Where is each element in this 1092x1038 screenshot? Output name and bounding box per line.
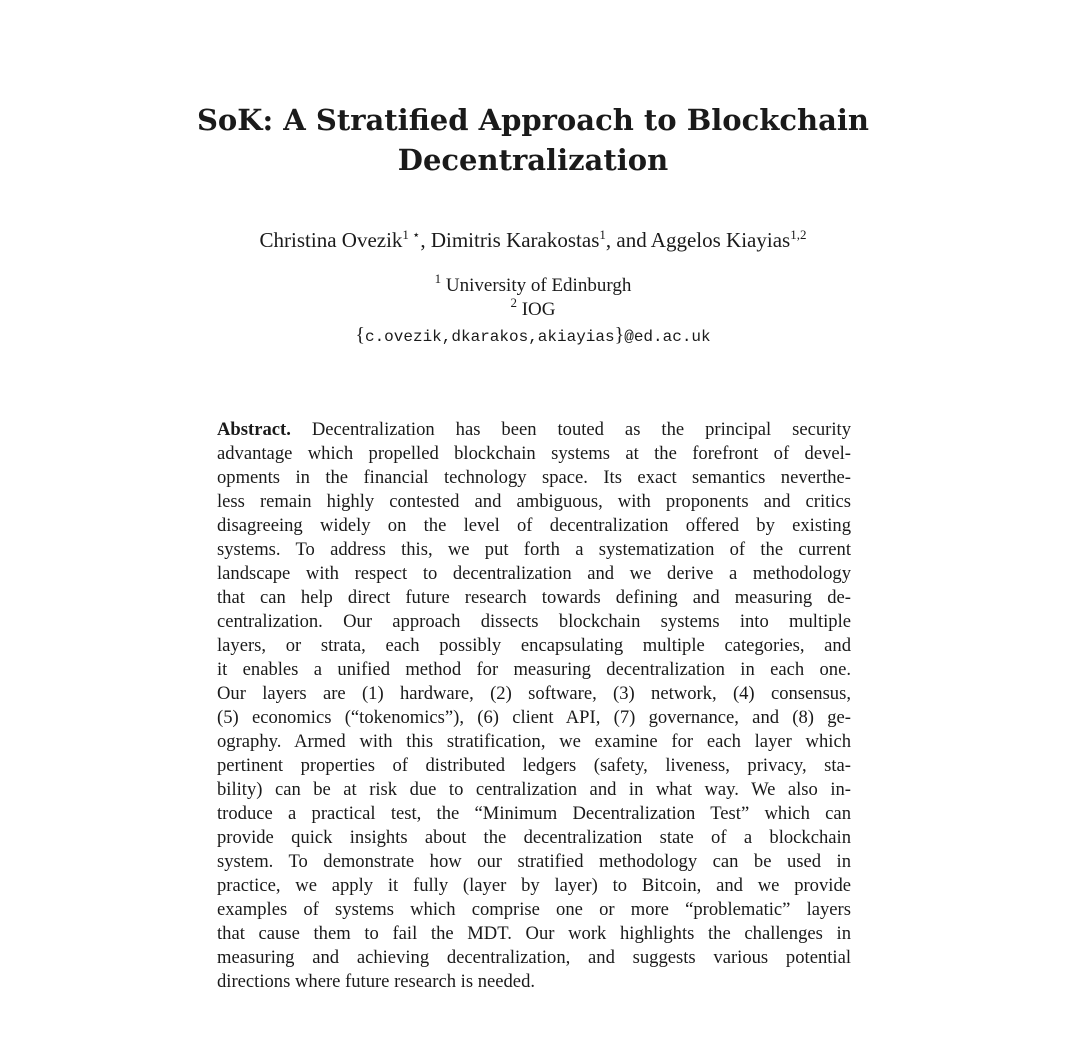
author-name: Christina Ovezik (259, 228, 403, 252)
author-footnote-mark: ⋆ (412, 227, 421, 242)
abstract-line-text: pertinent properties of distributed ledgers (safety, liveness, privacy, sta- (217, 755, 851, 776)
abstract-line-text: layers, or strata, each possibly encapsulating multiple categories, and (217, 635, 851, 656)
author-separator: , (420, 228, 431, 252)
abstract-line (217, 442, 851, 466)
abstract-line (217, 754, 851, 778)
email-users: c.ovezik,dkarakos,akiayias (364, 328, 615, 346)
abstract-label: Abstract. (217, 419, 291, 440)
abstract-line-text: system. To demonstrate how our stratified methodology can be used in (217, 851, 851, 872)
abstract-line-text: provide quick insights about the decentralization state of a blockchain (217, 827, 851, 848)
affiliation (150, 295, 916, 321)
abstract-line (217, 658, 851, 682)
affiliation-name: IOG (521, 299, 556, 320)
abstract-line-text: centralization. Our approach dissects blockchain systems into multiple (217, 611, 851, 632)
author-affiliation-mark: 1,2 (790, 227, 807, 242)
author-emails (150, 324, 916, 348)
abstract-line-text: systems. To address this, we put forth a systematization of the current (217, 539, 851, 560)
abstract-line-text: practice, we apply it fully (layer by layer) to Bitcoin, and we provide (217, 875, 851, 896)
abstract-line-text: it enables a unified method for measuring decentralization in each one. (217, 659, 851, 680)
email-domain: @ed.ac.uk (624, 328, 711, 346)
title-line-2: Decentralization (397, 143, 669, 177)
abstract-line (217, 562, 851, 586)
abstract-line (217, 634, 851, 658)
abstract-line (217, 802, 851, 826)
abstract-line-text: directions where future research is needed. (217, 971, 536, 992)
abstract-line-text: measuring and achieving decentralization, and suggests various potential (217, 947, 851, 968)
author-list (150, 227, 916, 253)
abstract-line-text: opments in the financial technology space. Its exact semantics neverthe- (217, 467, 851, 488)
affiliation-mark: 2 (510, 295, 517, 310)
affiliation-name: University of Edinburgh (445, 275, 632, 296)
abstract-line (217, 850, 851, 874)
abstract-line (217, 898, 851, 922)
abstract-line-text: (5) economics (“tokenomics”), (6) client API, (7) governance, and (8) ge- (217, 707, 851, 728)
abstract-line-text: advantage which propelled blockchain systems at the forefront of devel- (217, 443, 851, 464)
abstract-line (217, 778, 851, 802)
abstract-line (217, 946, 851, 970)
abstract-line (217, 730, 851, 754)
email-close-brace: } (614, 324, 625, 346)
abstract-line (217, 490, 851, 514)
author-name: Dimitris Karakostas (430, 228, 600, 252)
abstract-line (217, 538, 851, 562)
abstract-line (217, 466, 851, 490)
abstract-line (217, 682, 851, 706)
author-affiliation-mark: 1 (402, 227, 409, 242)
abstract-line-text: landscape with respect to decentralization and we derive a methodology (217, 563, 851, 584)
abstract-line (217, 970, 851, 994)
affiliation (150, 271, 916, 297)
abstract-line-text: that can help direct future research towards defining and measuring de- (217, 587, 851, 608)
abstract-line (217, 586, 851, 610)
abstract-line-text: examples of systems which comprise one or more “problematic” layers (217, 899, 851, 920)
abstract-line-text: that cause them to fail the MDT. Our work highlights the challenges in (217, 923, 851, 944)
abstract-line-text: bility) can be at risk due to centralization and in what way. We also in- (217, 779, 851, 800)
abstract (217, 418, 851, 994)
paper-title (150, 100, 916, 180)
abstract-line-text: less remain highly contested and ambiguous, with proponents and critics (217, 491, 851, 512)
author-affiliation-mark: 1 (599, 227, 606, 242)
abstract-line-text: ography. Armed with this stratification, we examine for each layer which (217, 731, 851, 752)
affiliation-mark: 1 (434, 271, 442, 286)
abstract-line (217, 418, 851, 442)
abstract-line (217, 826, 851, 850)
abstract-line (217, 706, 851, 730)
title-line-1: SoK: A Stratified Approach to Blockchain (196, 103, 869, 137)
abstract-line (217, 514, 851, 538)
abstract-line-text: Our layers are (1) hardware, (2) software, (3) network, (4) consensus, (217, 683, 851, 704)
abstract-line (217, 922, 851, 946)
abstract-line (217, 610, 851, 634)
abstract-line-text: Decentralization has been touted as the principal security (311, 419, 851, 440)
abstract-line-text: troduce a practical test, the “Minimum Decentralization Test” which can (217, 803, 851, 824)
abstract-line (217, 874, 851, 898)
abstract-line-text: disagreeing widely on the level of decentralization offered by existing (217, 515, 851, 536)
author-separator: , and (605, 228, 651, 252)
author-name: Aggelos Kiayias (650, 228, 791, 252)
email-open-brace: { (355, 324, 365, 346)
